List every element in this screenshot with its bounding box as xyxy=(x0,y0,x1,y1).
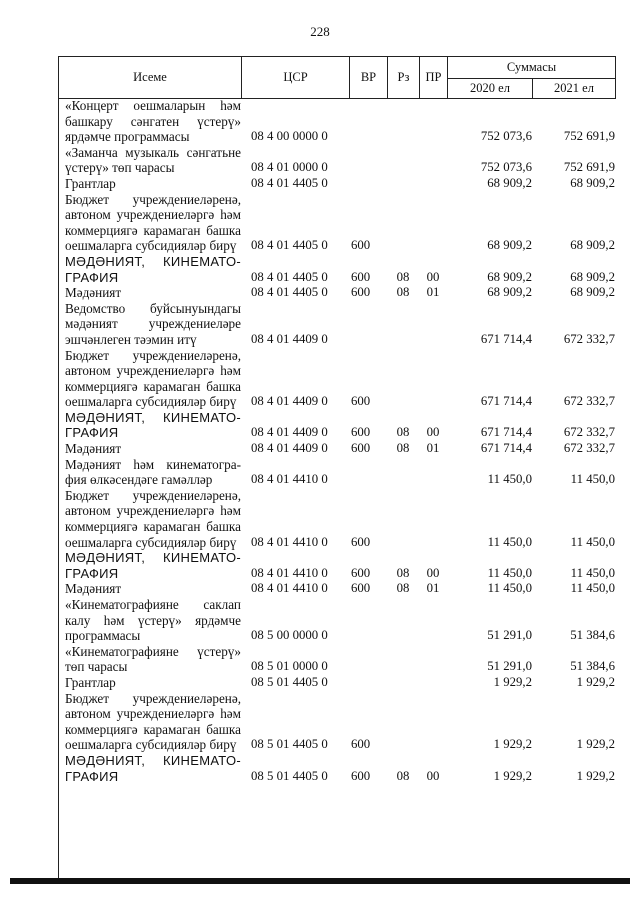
row-csr: 08 4 01 4409 0 xyxy=(251,441,328,456)
row-csr: 08 4 01 4405 0 xyxy=(251,175,328,190)
row-sum-2021: 51 384,6 xyxy=(570,628,615,643)
row-csr: 08 4 01 4405 0 xyxy=(251,269,328,284)
row-name-line: «Кинематографияне саклап xyxy=(65,597,241,612)
row-name xyxy=(58,550,241,581)
row-pr: 00 xyxy=(426,269,440,284)
row-pr: 01 xyxy=(426,285,440,300)
header-sums: Суммасы xyxy=(448,57,616,79)
row-name-line: МӘДӘНИЯТ, КИНЕМАТО- xyxy=(65,752,241,768)
row-name-line: оешмаларга субсидияләр бирү xyxy=(65,737,237,753)
row-name-line: төп чарасы xyxy=(65,659,128,675)
row-sum-2021: 752 691,9 xyxy=(563,129,615,144)
row-name-line: «Кинематографияне үстерү» xyxy=(65,643,241,659)
row-vr: 600 xyxy=(351,269,371,284)
row-name-line: Ведомство буйсынуындагы xyxy=(65,300,241,316)
row-name-line: программасы xyxy=(65,628,141,644)
row-sum-2021: 1 929,2 xyxy=(576,737,615,752)
row-sum-2021: 752 691,9 xyxy=(563,160,615,175)
row-sum-2020: 1 929,2 xyxy=(493,674,532,689)
header-rz: Рз xyxy=(388,57,420,99)
table-row xyxy=(58,301,615,348)
row-name-line: ГРАФИЯ xyxy=(65,425,119,441)
row-sum-2020: 68 909,2 xyxy=(487,238,532,253)
row-sum-2021: 68 909,2 xyxy=(570,269,615,284)
table-row xyxy=(58,597,615,644)
row-sum-2021: 11 450,0 xyxy=(570,581,615,596)
row-vr: 600 xyxy=(351,285,371,300)
row-csr: 08 4 01 4409 0 xyxy=(251,394,328,409)
row-sum-2020: 11 450,0 xyxy=(487,472,532,487)
row-sum-2021: 11 450,0 xyxy=(570,472,615,487)
header-name: Исеме xyxy=(59,57,242,99)
row-name-line: автоном учреждениеләргә һәм xyxy=(65,706,241,722)
row-name-line: оешмаларга субсидияләр бирү xyxy=(65,394,237,410)
header-csr: ЦСР xyxy=(242,57,350,99)
row-sum-2020: 11 450,0 xyxy=(487,581,532,596)
table-row xyxy=(58,145,615,176)
table-row xyxy=(58,488,615,550)
row-name xyxy=(58,301,241,348)
table-header xyxy=(58,56,616,99)
table-row xyxy=(58,285,615,301)
row-name-line: автоном учреждениеләргә һәм xyxy=(65,503,241,519)
row-csr: 08 4 01 4410 0 xyxy=(251,565,328,580)
row-sum-2021: 68 909,2 xyxy=(570,238,615,253)
table-row xyxy=(58,192,615,254)
table-row xyxy=(58,176,615,192)
row-csr: 08 4 01 4405 0 xyxy=(251,238,328,253)
row-name-line: Бюджет учреждениеләренә, xyxy=(65,690,241,706)
row-csr: 08 5 01 4405 0 xyxy=(251,737,328,752)
row-sum-2020: 1 929,2 xyxy=(493,737,532,752)
row-name-line: калу һәм үстерү» ярдәмче xyxy=(65,612,241,628)
row-name-line: ярдәмче программасы xyxy=(65,129,190,145)
row-sum-2020: 51 291,0 xyxy=(487,659,532,674)
row-name xyxy=(58,98,241,145)
row-csr: 08 4 01 4410 0 xyxy=(251,472,328,487)
row-csr: 08 5 01 4405 0 xyxy=(251,674,328,689)
row-rz: 08 xyxy=(396,581,410,596)
row-sum-2020: 11 450,0 xyxy=(487,565,532,580)
row-sum-2021: 1 929,2 xyxy=(576,768,615,783)
row-sum-2021: 672 332,7 xyxy=(563,331,615,346)
row-sum-2020: 752 073,6 xyxy=(480,160,532,175)
row-csr: 08 4 01 4410 0 xyxy=(251,534,328,549)
row-sum-2020: 51 291,0 xyxy=(487,628,532,643)
row-sum-2020: 68 909,2 xyxy=(487,175,532,190)
row-vr: 600 xyxy=(351,238,371,253)
row-csr: 08 4 01 4409 0 xyxy=(251,331,328,346)
row-csr: 08 5 01 4405 0 xyxy=(251,768,328,783)
row-name xyxy=(58,441,241,457)
row-name-line: фия өлкәсендәге гамәлләр xyxy=(65,472,213,488)
row-name-line: оешмаларга субсидияләр бирү xyxy=(65,534,237,550)
row-sum-2020: 68 909,2 xyxy=(487,269,532,284)
row-name-line: Мәдәният xyxy=(65,441,122,457)
row-name-line: Грантлар xyxy=(65,674,116,690)
row-name-line: Бюджет учреждениеләренә, xyxy=(65,347,241,363)
row-name xyxy=(58,254,241,285)
row-name-line: МӘДӘНИЯТ, КИНЕМАТО- xyxy=(65,409,241,425)
table-row xyxy=(58,348,615,410)
row-name-line: ГРАФИЯ xyxy=(65,269,119,285)
row-csr: 08 4 00 0000 0 xyxy=(251,129,328,144)
row-vr: 600 xyxy=(351,768,371,783)
row-sum-2020: 1 929,2 xyxy=(493,768,532,783)
row-sum-2021: 51 384,6 xyxy=(570,659,615,674)
table-row xyxy=(58,254,615,285)
row-vr: 600 xyxy=(351,565,371,580)
row-sum-2020: 671 714,4 xyxy=(480,425,532,440)
row-csr: 08 4 01 4405 0 xyxy=(251,285,328,300)
row-name-line: МӘДӘНИЯТ, КИНЕМАТО- xyxy=(65,253,241,269)
table-row xyxy=(58,410,615,441)
row-name xyxy=(58,597,241,644)
row-rz: 08 xyxy=(396,425,410,440)
row-name-line: ГРАФИЯ xyxy=(65,768,119,784)
table-row xyxy=(58,581,615,597)
row-name-line: коммерциягә карамаган башка xyxy=(65,378,241,394)
row-pr: 01 xyxy=(426,441,440,456)
row-name xyxy=(58,753,241,784)
row-name-line: «Концерт оешмаларын һәм xyxy=(65,98,241,113)
row-name xyxy=(58,410,241,441)
row-sum-2020: 671 714,4 xyxy=(480,331,532,346)
row-sum-2020: 671 714,4 xyxy=(480,394,532,409)
row-rz: 08 xyxy=(396,285,410,300)
row-sum-2021: 68 909,2 xyxy=(570,285,615,300)
table-row xyxy=(58,98,615,145)
row-vr: 600 xyxy=(351,581,371,596)
row-pr: 00 xyxy=(426,768,440,783)
row-sum-2021: 672 332,7 xyxy=(563,394,615,409)
row-csr: 08 4 01 4409 0 xyxy=(251,425,328,440)
row-vr: 600 xyxy=(351,441,371,456)
table-row xyxy=(58,441,615,457)
row-sum-2021: 68 909,2 xyxy=(570,175,615,190)
row-name-line: автоном учреждениеләргә һәм xyxy=(65,207,241,223)
row-name-line: оешмаларга субсидияләр бирү xyxy=(65,238,237,254)
row-name xyxy=(58,457,241,488)
row-name xyxy=(58,285,241,301)
row-name-line: коммерциягә карамаган башка xyxy=(65,519,241,535)
row-name xyxy=(58,675,241,691)
table-row xyxy=(58,753,615,784)
row-sum-2021: 672 332,7 xyxy=(563,425,615,440)
row-pr: 00 xyxy=(426,425,440,440)
row-name xyxy=(58,145,241,176)
row-rz: 08 xyxy=(396,269,410,284)
row-name-line: үстерү» төп чарасы xyxy=(65,160,175,176)
row-rz: 08 xyxy=(396,441,410,456)
row-sum-2021: 11 450,0 xyxy=(570,534,615,549)
row-name-line: коммерциягә карамаган башка xyxy=(65,721,241,737)
row-rz: 08 xyxy=(396,565,410,580)
header-year-2020: 2020 ел xyxy=(448,79,533,99)
row-csr: 08 5 00 0000 0 xyxy=(251,628,328,643)
row-name-line: мәдәният учреждениеләре xyxy=(65,316,241,332)
table-row xyxy=(58,550,615,581)
row-name-line: Мәдәният xyxy=(65,285,122,301)
header-pr: ПР xyxy=(420,57,448,99)
row-name-line: ГРАФИЯ xyxy=(65,565,119,581)
header-year-2021: 2021 ел xyxy=(533,79,616,99)
row-sum-2021: 1 929,2 xyxy=(576,674,615,689)
row-name xyxy=(58,488,241,550)
table-row xyxy=(58,457,615,488)
row-vr: 600 xyxy=(351,534,371,549)
row-name xyxy=(58,581,241,597)
table-row xyxy=(58,644,615,675)
row-vr: 600 xyxy=(351,394,371,409)
row-sum-2020: 68 909,2 xyxy=(487,285,532,300)
row-rz: 08 xyxy=(396,768,410,783)
row-name xyxy=(58,644,241,675)
row-name-line: коммерциягә карамаган башка xyxy=(65,222,241,238)
row-sum-2020: 11 450,0 xyxy=(487,534,532,549)
row-name-line: эшчәнлеген тәэмин итү xyxy=(65,331,197,347)
row-name-line: Мәдәният xyxy=(65,581,122,597)
page-number: 228 xyxy=(310,24,330,39)
table-body xyxy=(58,98,615,784)
row-name xyxy=(58,691,241,753)
row-name-line: Грантлар xyxy=(65,175,116,191)
row-csr: 08 4 01 4410 0 xyxy=(251,581,328,596)
header-vr: ВР xyxy=(350,57,388,99)
row-sum-2020: 752 073,6 xyxy=(480,129,532,144)
row-name-line: Бюджет учреждениеләренә, xyxy=(65,191,241,207)
row-pr: 00 xyxy=(426,565,440,580)
row-name xyxy=(58,192,241,254)
row-name-line: Бюджет учреждениеләренә, xyxy=(65,487,241,503)
row-name-line: башкару сәнгатен үстерү» xyxy=(65,113,241,129)
row-name-line: Мәдәният һәм кинематогра- xyxy=(65,456,241,472)
row-name-line: автоном учреждениеләргә һәм xyxy=(65,363,241,379)
table-row xyxy=(58,675,615,691)
row-name xyxy=(58,176,241,192)
row-csr: 08 5 01 0000 0 xyxy=(251,659,328,674)
row-name-line: «Заманча музыкаль сәнгатьне xyxy=(65,144,241,160)
row-pr: 01 xyxy=(426,581,440,596)
row-vr: 600 xyxy=(351,737,371,752)
row-sum-2020: 671 714,4 xyxy=(480,441,532,456)
row-csr: 08 4 01 0000 0 xyxy=(251,160,328,175)
row-sum-2021: 672 332,7 xyxy=(563,441,615,456)
table-row xyxy=(58,691,615,753)
row-name xyxy=(58,348,241,410)
row-name-line: МӘДӘНИЯТ, КИНЕМАТО- xyxy=(65,550,241,566)
row-vr: 600 xyxy=(351,425,371,440)
scan-edge xyxy=(10,878,630,884)
row-sum-2021: 11 450,0 xyxy=(570,565,615,580)
